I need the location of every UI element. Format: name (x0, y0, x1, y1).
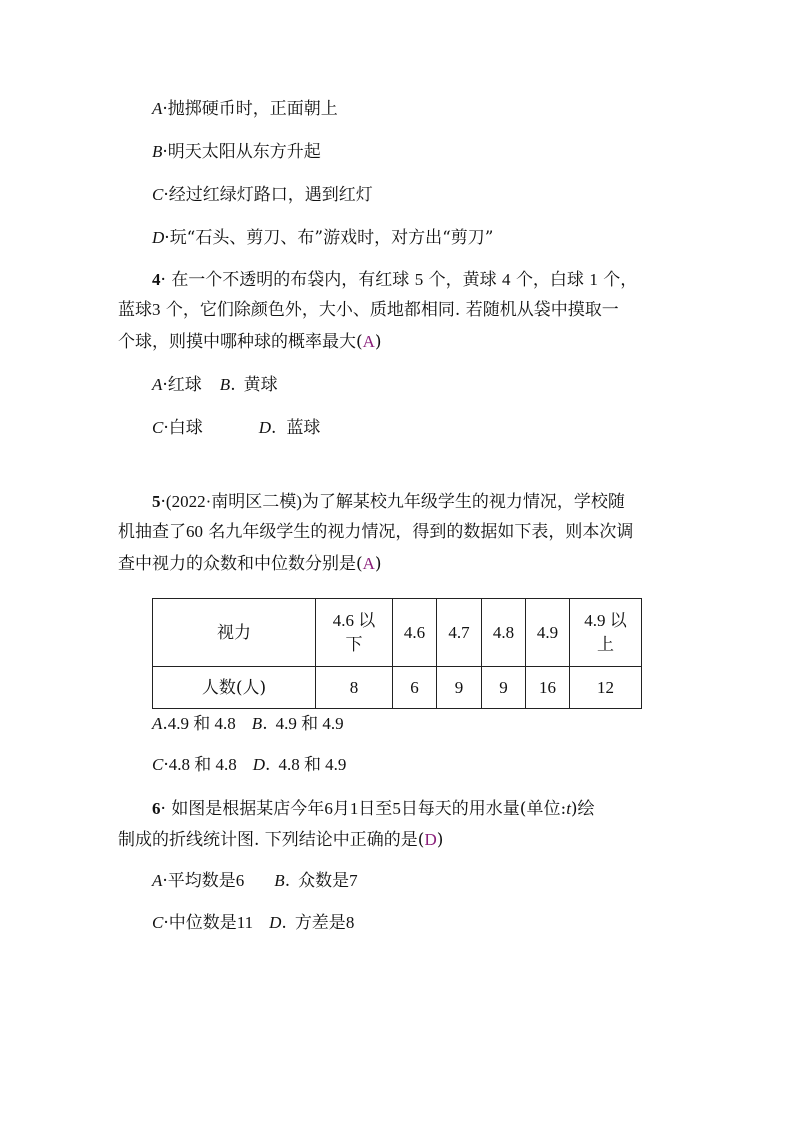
option-sep: . (265, 755, 271, 775)
table-cell (482, 599, 526, 667)
cell-text: 4.6 以 (332, 610, 376, 630)
option-letter: C (152, 185, 164, 204)
q5-options-ab (152, 712, 344, 736)
q4-text: 蓝球 (118, 300, 152, 320)
q6-text: 日每天的用水量(单位: (400, 799, 567, 819)
option-text: 中位数是 (168, 913, 237, 933)
option-text: 蓝球 (286, 418, 321, 438)
q6-text: 月 (332, 799, 350, 819)
answer: D (424, 830, 437, 849)
q4-line1 (152, 268, 637, 292)
option-text: 明天太阳从东方升起 (167, 142, 321, 162)
cell-text: 视力 (217, 622, 251, 643)
vision-table (152, 598, 642, 709)
option-text: 玩“石头、剪刀、布”游戏时，对方出“剪刀” (169, 228, 494, 248)
option-sep: · (164, 228, 170, 248)
table-cell: 16 (526, 667, 570, 709)
option-sep: · (162, 375, 168, 395)
option-letter: A (152, 375, 163, 394)
q6-unit: t (566, 799, 571, 818)
q4-line3 (118, 330, 382, 354)
option-d (152, 226, 493, 250)
cell-text: 4.8 (492, 622, 515, 642)
option-text: 平均数是 (167, 871, 236, 891)
option-sep: · (163, 185, 169, 205)
option-letter: B (152, 142, 163, 161)
q5-line2 (118, 520, 633, 544)
option-sep: . (284, 871, 291, 891)
q5-line3 (118, 552, 382, 576)
option-letter: B (251, 714, 263, 733)
q4-num: 4 (502, 270, 511, 289)
option-text: 4.8 和 4.8 (168, 755, 237, 774)
question-number: 4 (152, 270, 161, 289)
q4-text: 个，它们除颜色外，大小、质地都相同. 若随机从袋中摸取一 (165, 300, 619, 320)
table-row (153, 667, 642, 709)
table-cell (153, 599, 316, 667)
option-letter: D (258, 418, 272, 437)
question-number: 5 (152, 492, 161, 511)
option-letter: C (152, 418, 164, 437)
option-text: 方差是 (294, 913, 346, 933)
q6-text: 如图是根据某店今年 (171, 799, 325, 819)
table-cell: 9 (482, 667, 526, 709)
q4-line2 (118, 298, 619, 322)
q5-line1 (152, 490, 625, 514)
table-cell (570, 599, 642, 667)
option-sep: · (162, 99, 168, 119)
cell-text: 下 (345, 634, 363, 654)
option-sep: . (281, 913, 287, 933)
option-sep: . (230, 375, 236, 395)
q4-text: 个， (603, 270, 638, 290)
cell-text: 4.9 以 (584, 610, 627, 630)
table-cell: 12 (570, 667, 642, 709)
option-text: 黄球 (243, 375, 278, 395)
option-value: 6 (235, 871, 245, 890)
table-cell (437, 599, 482, 667)
question-source: (2022·南明区二模) (165, 492, 302, 511)
option-value: 11 (236, 913, 254, 932)
question-sep: · (160, 799, 166, 819)
q4-num: 1 (589, 270, 598, 289)
table-cell: 9 (437, 667, 482, 709)
option-sep: · (163, 755, 169, 775)
q4-text: ) (374, 332, 382, 352)
answer: A (362, 332, 375, 351)
option-sep: . (262, 714, 268, 734)
q6-text: 制成的折线统计图. 下列结论中正确的是( (118, 830, 425, 850)
option-b (152, 140, 321, 164)
table-header-row (153, 599, 642, 667)
option-letter: A (152, 871, 163, 890)
q5-text: 为了解某校九年级学生的视力情况，学校随 (301, 492, 625, 512)
q4-text: 个，黄球 (428, 270, 497, 290)
q6-num: 5 (392, 799, 401, 818)
cell-text: 4.9 (536, 622, 559, 642)
cell-text: 4.6 (403, 622, 426, 642)
option-text: 4.9 和 4.8 (167, 714, 236, 733)
q6-num: 6 (324, 799, 333, 818)
option-text: 白球 (168, 418, 203, 438)
option-letter: D (269, 913, 282, 932)
q4-text: 在一个不透明的布袋内，有红球 (171, 270, 410, 290)
q5-options-cd (152, 753, 346, 777)
option-letter: C (152, 755, 164, 774)
q6-line1 (152, 797, 595, 821)
table-cell: 8 (316, 667, 393, 709)
q5-text: ) (374, 554, 382, 574)
option-letter: A (152, 99, 163, 118)
option-text: 抛掷硬币时，正面朝上 (167, 99, 338, 119)
option-text: 众数是 (298, 871, 350, 891)
q4-options-ab (152, 373, 278, 397)
q6-line2 (118, 828, 443, 852)
q6-text: ) (436, 830, 444, 850)
table-cell: 6 (393, 667, 437, 709)
table-cell: 人数(人) (153, 667, 316, 709)
option-letter: D (152, 228, 165, 247)
q4-text: 个球，则摸中哪种球的概率最大( (118, 332, 363, 352)
q5-text: 名九年级学生的视力情况，得到的数据如下表，则本次调 (208, 522, 634, 542)
question-sep: · (160, 270, 166, 290)
option-sep: . (271, 418, 277, 438)
option-text: 红球 (167, 375, 202, 395)
q5-text: 机抽查了 (118, 522, 186, 542)
option-letter: A (152, 714, 163, 733)
option-text: 4.8 和 4.9 (278, 755, 347, 774)
table-cell (393, 599, 437, 667)
option-letter: B (274, 871, 285, 890)
table-cell (316, 599, 393, 667)
cell-text: 4.7 (448, 622, 470, 642)
option-sep: · (162, 871, 168, 891)
option-sep: . (162, 714, 168, 734)
q6-options-cd (152, 911, 354, 935)
option-sep: · (163, 418, 169, 438)
option-text: 4.9 和 4.9 (275, 714, 344, 733)
question-number: 6 (152, 799, 161, 818)
option-value: 7 (349, 871, 358, 890)
q4-num: 3 (152, 300, 161, 319)
cell-text: 上 (597, 634, 614, 654)
option-text: 经过红绿灯路口，遇到红灯 (168, 185, 373, 205)
q5-num: 60 (186, 522, 203, 541)
q4-text: 个，白球 (515, 270, 584, 290)
q4-num: 5 (414, 270, 424, 289)
q6-text: 日至 (358, 799, 393, 819)
option-value: 8 (345, 913, 355, 932)
q6-text: )绘 (570, 799, 595, 819)
q4-options-cd (152, 416, 320, 440)
option-letter: B (219, 375, 231, 394)
table-cell (526, 599, 570, 667)
option-letter: D (252, 755, 266, 774)
option-sep: · (162, 142, 168, 162)
q6-num: 1 (349, 799, 359, 818)
question-sep: · (160, 492, 166, 512)
option-c (152, 183, 373, 207)
option-sep: · (163, 913, 169, 933)
option-a (152, 97, 338, 121)
option-letter: C (152, 913, 164, 932)
answer: A (362, 554, 375, 573)
q5-text: 查中视力的众数和中位数分别是( (118, 554, 363, 574)
q6-options-ab (152, 869, 358, 893)
